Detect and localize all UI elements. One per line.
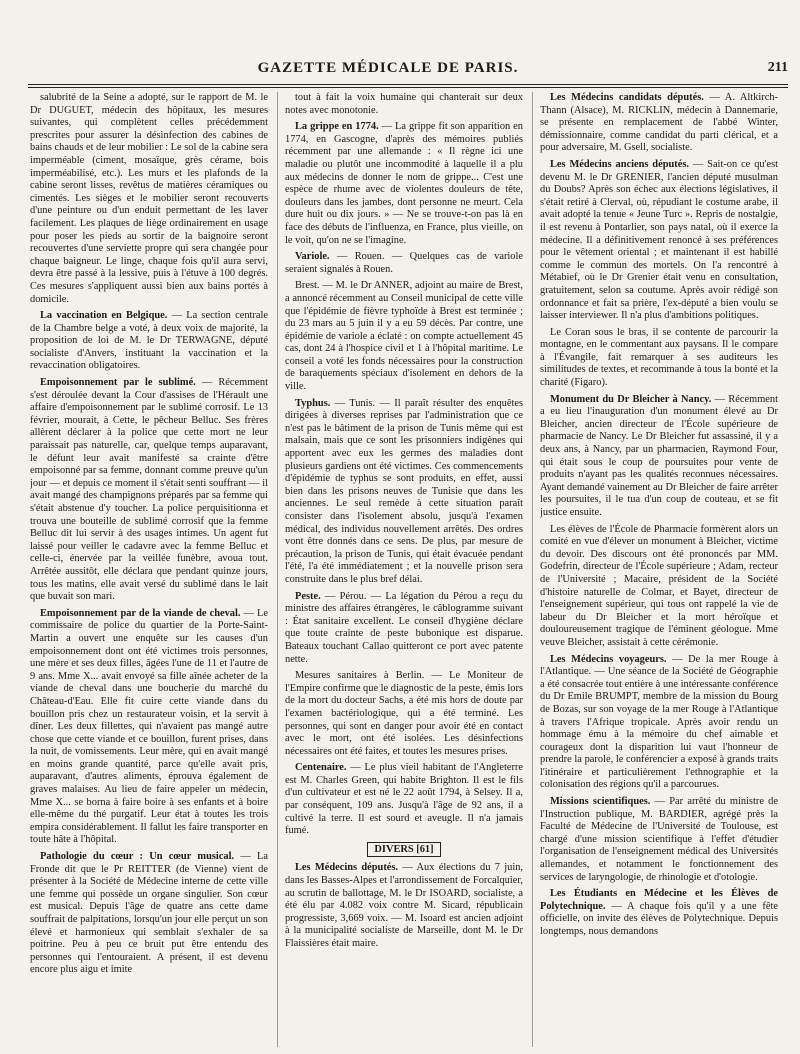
article-text: — Aux élections du 7 juin, dans les Basses-Alpes et l'arrondissement de Forcalquier, au scrutin de ballottage, M. le Dr ISOARD, socialiste, a été élu par 4.082 voix contre M. Sicard, républicain progressiste, 3,669 voix. — M. Isoard est ancien adjoint à la municipalité socialiste de Marseille, dont M. le Dr Flaissières était maire. — [285, 862, 523, 949]
article-heading: Missions scientifiques. — [550, 796, 651, 808]
column-2 — [285, 92, 523, 1047]
article-paragraph — [540, 159, 778, 323]
article-paragraph — [285, 398, 523, 587]
journal-title: GAZETTE MÉDICALE DE PARIS. — [257, 60, 519, 76]
article-text: — La section centrale de la Chambre belge a voté, à deux voix de majorité, la proposition de loi de M. le Dr TERWAGNE, député socialiste d'Anvers, instituant la vaccination et la revaccination obligatoires. — [30, 310, 268, 372]
article-paragraph — [30, 92, 268, 306]
article-paragraph — [285, 251, 523, 276]
article-paragraph — [285, 121, 523, 247]
article-text: — A. Altkirch-Thann (Alsace), M. RICKLIN, médecin à Dannemarie, se présente en remplacement de l'abbé Winter, démissionnaire, comme candidat du parti clérical, et a pour adversaire, M. Gsell, socialiste. — [540, 92, 778, 154]
article-paragraph — [540, 796, 778, 884]
article-paragraph — [30, 608, 268, 847]
article-text: — Pérou. — La légation du Pérou a reçu du ministre des affaires étrangères, le câblogramme suivant : État sanitaire excellent. Le conseil d'hygiène déclare que toute crainte de peste bubonique est disparue. Bateaux touchant Callao quitteront ce port avec patente nette. — [285, 590, 523, 665]
header-rule — [28, 84, 788, 85]
article-heading: Typhus. — [295, 397, 331, 409]
article-text: tout à fait la voix humaine qui chanterait sur deux notes avec monotonie. — [285, 92, 523, 116]
article-heading: Pathologie du cœur : Un cœur musical. — [40, 851, 235, 863]
header-rule-2 — [28, 87, 788, 88]
article-heading: Empoisonnement par de la viande de cheval. — [40, 607, 241, 619]
article-paragraph — [30, 310, 268, 373]
column-divider-2 — [532, 92, 533, 1047]
article-text: — Tunis. — Il paraît résulter des enquêtes dirigées à diverses reprises par l'administration que ce n'est pas le bâtiment de la prison de Tunis même qui est malsain, mais que ce sont les prisonniers indigènes qui apportent avec eux les germes des maladies dont plusieurs gardiens ont été victimes. Ces commencements d'épidémie de typhus se sont produits, en effet, aussi bien dans les prisons neuves de Tunisie que dans les anciennes. Le seul remède à cette situation paraît consister dans l'isolement absolu, jusqu'à l'examen médical, des individus nouvellement arrêtés. Des ordres vont être donnés dans ce sens. De plus, par mesure de précaution, la prison de Tunis, qui était évacuée pendant l'été, l'a été immédiatement ; et la nouvelle prison sera construite dans le plus bref délai. — [285, 397, 523, 585]
article-paragraph — [285, 591, 523, 667]
article-paragraph — [540, 327, 778, 390]
section-heading — [285, 844, 523, 857]
article-heading: Monument du Dr Bleicher à Nancy. — [550, 393, 712, 405]
article-text: Les élèves de l'École de Pharmacie formèrent alors un comité en vue d'élever un monument à Bleicher, victime du devoir. Des discours ont été prononcés par MM. Godefrin, directeur de l'École supérieure ; Adam, recteur de l'Université ; Macaire, président de la Société d'histoire naturelle de Colmar, et Bayet, directeur de l'enseignement supérieur, qui tous ont rappelé la vie de labeur du Dr Bleicher et la mort héroïque et douloureusement tragique de l'éminent géologue. Mme veuve Bleicher, assistait à cette cérémonie. — [540, 523, 778, 648]
column-1 — [30, 92, 268, 1047]
section-heading-label: DIVERS [61] — [367, 842, 440, 857]
article-paragraph — [540, 92, 778, 155]
article-text: — Rouen. — Quelques cas de variole seraient signalés à Rouen. — [285, 251, 523, 275]
article-text: Mesures sanitaires à Berlin. — Le Moniteur de l'Empire confirme que le diagnostic de la peste, émis lors de la mort du docteur Sachs, a été mis hors de doute par l'examen bactériologique, qui a été terminé. Les personnes, qui sont en danger pour avoir été en contact avec le mort, ont été isolées. Les désinfections nécessaires ont été faites, et toutes les mesures prises. — [285, 670, 523, 757]
article-heading: La vaccination en Belgique. — [40, 310, 168, 322]
article-paragraph — [285, 92, 523, 117]
article-heading: Les Médecins candidats députés. — [550, 92, 704, 103]
article-text: — Récemment a eu lieu l'inauguration d'un monument élevé au Dr Bleicher, ancien directeur de l'École supérieure de pharmacie de Nancy. Le Dr Bleicher fut assassiné, il y a deux ans, à Nancy, par un pharmacien, Raymond Four, qui était sous le coup de poursuites pour vente de produits n'ayant pas les qualités reconnues nécessaires. Ayant demandé vainement au Dr Bleicher de faire arrêter les poursuites, il le tua d'un coup de couteau, et se fit justice ensuite. — [540, 393, 778, 518]
article-paragraph — [540, 888, 778, 938]
article-heading: Les Étudiants en Médecine et les Élèves de Polytechnique. — [540, 888, 778, 912]
article-paragraph — [540, 524, 778, 650]
article-text: — De la mer Rouge à l'Atlantique. — Une séance de la Société de Géographie a été consacrée tout entière à une intéressante conférence du Dr Emile BRUMPT, membre de la mission du Bourg de Bozas, sur son voyage de la mer Rouge à l'Atlantique à travers l'Afrique tropicale. Après avoir rendu un hommage ému à la mémoire du chef aimable et courageux dont la disparition lui vaut l'honneur de prendre la parole, le conférencier a exposé à grands traits l'itinéraire et particulièrement l'ethnographie et la colonisation des régions qu'il a parcourues. — [540, 653, 778, 791]
article-paragraph — [540, 654, 778, 793]
article-heading: Les Médecins anciens députés. — [550, 158, 689, 170]
article-text: — Sait-on ce qu'est devenu M. le Dr GRENIER, l'ancien député musulman du Doubs? Après son échec aux élections législatives, il s'était retiré à Clerval, où, répudiant le costume arabe, il avait adopté la tenue « Jeune Turc ». Repris de nostalgie, il est revenu à Pontarlier, son pays natal, où il exerce la médecine. Il a définitivement renoncé à ses préférences pour le vêtement oriental ; et maintenant il est habillé comme le commun des mortels. On l'a rencontré à Métabief, où le Dr Grenier était venu en consultation, gratuitement, selon sa coutume. Après avoir rédigé son ordonnance et fait sa prière, l'ex-député a bien voulu se laisser interviewer. Il n'a plus d'ambitions politiques. — [540, 158, 778, 322]
article-text: — Récemment s'est déroulée devant la Cour d'assises de l'Hérault une affaire d'empoisonnement par le sublimé corrosif. Le 13 février, mourait, à Cette, le pêcheur Belluc. Ses frères allèrent déclarer à la police que cette mort ne leur paraissait pas naturelle, car, quelque temps auparavant, le défunt leur avait manifesté sa crainte d'être empoisonné par sa femme, donnant comme preuve qu'un jour — et depuis ce moment il s'était senti souffrant — il avait mangé des champignons préparés par sa femme qui s'était abstenue d'y toucher. La police perquisitionna et trouva une bouteille de sublimé corrosif que la femme Belluc dit lui servir à des usages intimes. Un agent fut laissé pour veiller le cadavre avec la femme Belluc et celle-ci, énervée par la veillée funèbre, avoua tout. Arrêtée aussitôt, elle déclara que pendant quinze jours, tous les matins, elle avait versé du sublimé dans le lait que buvait son mari. — [30, 377, 268, 603]
article-paragraph — [285, 280, 523, 393]
article-paragraph — [285, 862, 523, 950]
article-paragraph — [285, 762, 523, 838]
article-text: Le Coran sous le bras, il se contente de parcourir la montagne, en le commentant aux paysans. Il le compare à l'Évangile, fait remarquer à ses auditeurs les similitudes de textes, et recommande à tous la bonté et la charité (Figaro). — [540, 326, 778, 389]
article-text: salubrité de la Seine a adopté, sur le rapport de M. le Dr DUGUET, médecin des hôpitaux, les mesures suivantes, qui complètent celles précédemment prescrites pour assurer la désinfection des cabines de bains chauds et de leur mobilier : Le sol de la cabine sera imperméable (ciment, mosaïque, grès cérame, bois imperméabilisé, etc.). Les murs et les plafonds de la cabine seront lisses, revêtus de matières céramiques ou cimentés. Les sièges et le mobilier seront recouverts d'une peinture ou d'un enduit permettant de les laver facilement. Les plaques de liège ordinairement en usage pour poser les pieds au sortir de la baignoire seront recouvertes d'une serviette propre qui sera changée pour chaque baigneur. Le linge, chaque fois qu'il aura servi, devra être passé à la lessive, puis à l'étuve à 100 degrés. Ces mesures s'appliquent aussi bien aux bains portés à domicile. — [30, 92, 268, 305]
article-text: — A chaque fois qu'il y a une fête officielle, on invite des élèves de Polytechnique. Depuis longtemps, nous demandons — [540, 900, 778, 937]
article-heading: Les Médecins députés. — [295, 862, 399, 874]
article-text: — Le plus vieil habitant de l'Angleterre est M. Charles Green, qui habite Brighton. Il est le fils d'un cultivateur et est né le 22 août 1794, à Selsey. Il a, par conséquent, 109 ans. Jusqu'à l'âge de 92 ans, il a cultivé la terre. Il est sourd et aveugle. Il n'a jamais fumé. — [285, 762, 523, 837]
article-paragraph — [285, 670, 523, 758]
article-text: — La Fronde dit que le Pr REITTER (de Vienne) vient de présenter à la Société de Médecine interne de cette ville une femme qui possède un organe singulier. Son cœur est musical. Depuis l'âge de quatre ans cette dame souffrait de palpitations, lorsqu'un jour elle perçut un son élevé et harmonieux qui semblait s'exhaler de sa poitrine. Peu à peu ce bruit put être entendu des personnes qui l'entouraient. A présent, il est devenu encore plus aigu et imite — [30, 851, 268, 976]
article-heading: Peste. — [295, 590, 321, 602]
column-divider-1 — [277, 92, 278, 1047]
column-3 — [540, 92, 778, 1047]
article-paragraph — [30, 851, 268, 977]
article-heading: Variole. — [295, 251, 330, 263]
article-heading: Les Médecins voyageurs. — [550, 653, 667, 665]
article-paragraph — [540, 394, 778, 520]
article-heading: La grippe en 1774. — [295, 121, 379, 133]
article-text: Brest. — M. le Dr ANNER, adjoint au maire de Brest, a annoncé récemment au Conseil municipal de cette ville que l'épidémie de fièvre typhoïde à Brest est terminée ; du 23 mars au 5 juin il y a eu 59 décès. Par contre, une épidémie de variole a éclaté : on compte actuellement 45 cas, dont 24 à l'hospice civil et 1 à l'hôpital maritime. Le conseil a voté les fonds nécessaires pour la construction de baraquements spéciaux d'isolement en dehors de la ville. — [285, 280, 523, 393]
article-text: — La grippe fit son apparition en 1774, en Gascogne, d'après des mémoires publiés récemment par une allemande : « Il règne ici une maladie ou plutôt une incommodité à laquelle il a plu aux médecins de donner le nom de grippe... C'est une espèce de rhume avec de violentes douleurs de tête, douleurs dans les jambes, dont personne ne meurt. Cela dure huit ou dix jours. » — Ne se trouve-t-on pas là en face des débuts de l'influenza, en France, plus vieille, on le voit, qu'on ne se l'imagine. — [285, 121, 523, 246]
page-number: 211 — [767, 60, 788, 75]
article-text: — Par arrêté du ministre de l'Instruction publique, M. BARDIER, agrégé près la Faculté de Médecine de l'Université de Toulouse, est chargé d'une mission scientifique à l'effet d'étudier l'organisation de l'enseignement médical des Universités allemandes, et notamment le fonctionnement des services de laryngologie, de rhinologie et d'otologie. — [540, 796, 778, 883]
article-heading: Centenaire. — [295, 762, 347, 774]
article-heading: Empoisonnement par le sublimé. — [40, 377, 196, 389]
page-header — [28, 60, 788, 82]
article-paragraph — [30, 377, 268, 604]
article-text: — Le commissaire de police du quartier de la Porte-Saint-Martin a ouvert une enquête sur les causes d'un empoisonnement dont ont été victimes trois personnes, une mère et ses deux filles, âgées l'une de 11 et l'autre de 9 ans. Mme X... avait envoyé sa fille aînée acheter de la viande de cheval dans une boucherie du marché du Château-d'Eau. Elle fit cuire cette viande dans du bouillon pris chez un restaurateur voisin, et la servit à dîner. Les deux fillettes, qui n'avaient pas mangé autre chose que cette viande et ce bouillon, furent prises, dans la nuit, de vomissements. Leur mère, qui en avait mangé en moins grande quantité, parce qu'elle avait pris, auparavant, d'autres aliments, éprouva également de graves malaises. Au lieu de faire appeler un médecin, Mme X... se borna à faire boire à ses enfants et à boire elle-même du thé purgatif. Leur état à toutes les trois empira considérablement. Il fallut les faire transporter en toute hâte à l'hôpital. — [30, 607, 268, 846]
